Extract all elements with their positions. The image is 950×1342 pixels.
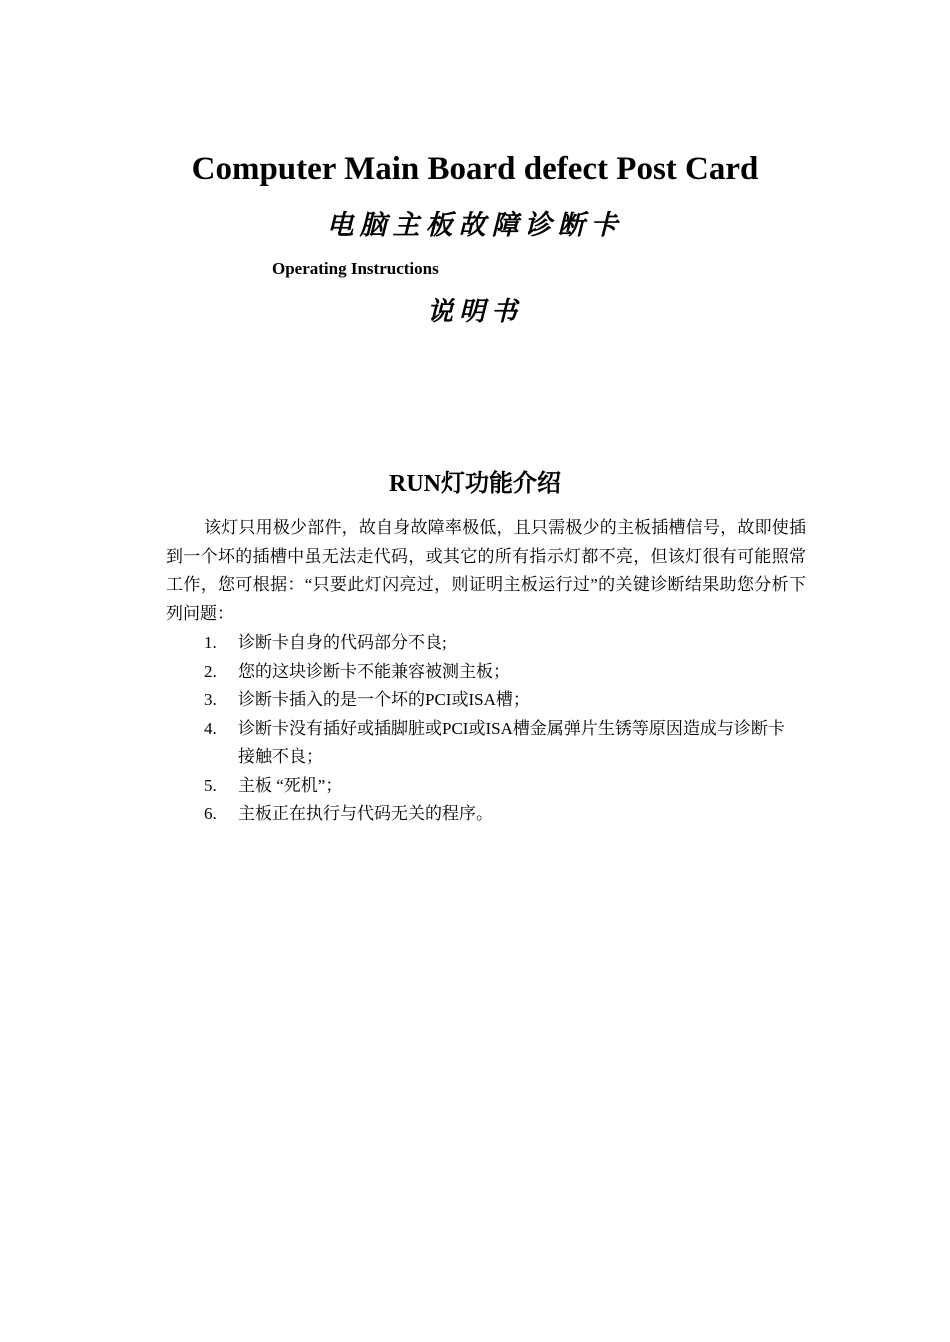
list-item [166,715,806,772]
list-item [166,772,806,801]
document-title-cn: 电脑主板故障诊断卡 [326,210,624,240]
list-item-text: 主板 “死机”； [238,775,343,795]
list-item-text: 您的这块诊断卡不能兼容被测主板； [238,661,510,681]
list-item-text: 主板正在执行与代码无关的程序。 [238,804,493,823]
document-subtitle-cn: 说明书 [426,297,523,326]
list-item-text: 诊断卡没有插好或插脚脏或PCI或ISA槽金属弹片生锈等原因造成与诊断卡接触不良； [238,718,785,766]
list-item-number: 1. [204,633,217,652]
section-title: RUN灯功能介绍 [389,471,561,497]
list-item-number: 3. [204,690,217,709]
problem-list [166,629,806,829]
list-item-text: 诊断卡插入的是一个坏的PCI或ISA槽； [238,690,530,709]
section-intro-paragraph: 该灯只用极少部件，故自身故障率极低，且只需极少的主板插槽信号，故即使插到一个坏的插槽中虽无法走代码，或其它的所有指示灯都不亮，但该灯很有可能照常工作，您可根据：“只要此灯闪亮过，则证明主板运行过”的关键诊断结果助您分析下列问题： [166,518,806,623]
list-item-number: 2. [204,661,217,681]
list-item-text: 诊断卡自身的代码部分不良; [238,633,447,652]
document-subtitle-en: Operating Instructions [272,259,439,278]
list-item [166,686,806,715]
document-title-en: Computer Main Board defect Post Card [191,151,759,187]
list-item [166,629,806,658]
list-item-number: 5. [204,775,217,795]
list-item [166,800,806,829]
list-item-number: 6. [204,804,217,823]
list-item-number: 4. [204,718,217,738]
list-item [166,658,806,687]
